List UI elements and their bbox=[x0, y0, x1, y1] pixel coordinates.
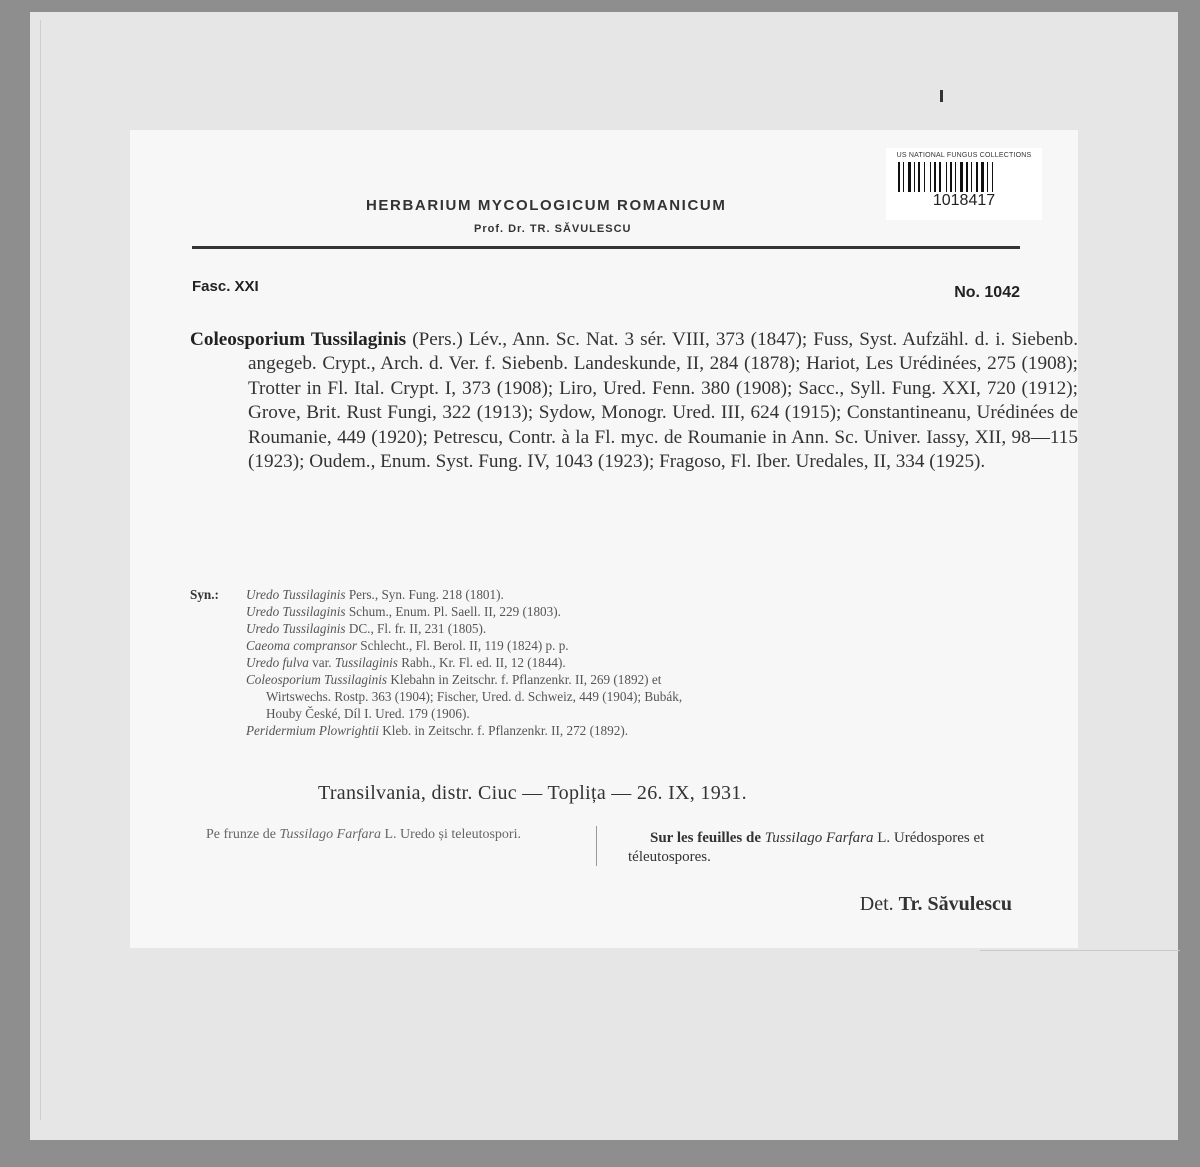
herbarium-editor: Prof. Dr. TR. SĂVULESCU bbox=[474, 223, 632, 235]
synonym-ref: Rabh., Kr. Fl. ed. II, 12 (1844). bbox=[401, 655, 566, 670]
determiner bbox=[860, 893, 1012, 916]
barcode-bar bbox=[924, 162, 925, 192]
packet-flap-line bbox=[980, 950, 1180, 951]
barcode-icon bbox=[898, 162, 1030, 192]
specimen-number: No. 1042 bbox=[954, 284, 1020, 301]
description-french bbox=[628, 829, 1020, 867]
barcode-bar bbox=[950, 162, 952, 192]
packet-fold-line bbox=[40, 20, 41, 1120]
synonym-continuation: Wirtswechs. Rostp. 363 (1904); Fischer, Ured. d. Schweiz, 449 (1904); Bubák, bbox=[266, 689, 683, 704]
barcode-label bbox=[886, 148, 1042, 220]
barcode-bar bbox=[955, 162, 956, 192]
synonym-entry bbox=[246, 604, 561, 621]
barcode-bar bbox=[930, 162, 931, 192]
synonym-name: Uredo Tussilaginis bbox=[246, 604, 346, 619]
synonym-name: Uredo Tussilaginis bbox=[246, 621, 346, 636]
barcode-number: 1018417 bbox=[932, 192, 996, 209]
synonym-ref: Kleb. in Zeitschr. f. Pflanzenkr. II, 272 (1892). bbox=[382, 723, 629, 738]
barcode-bar bbox=[903, 162, 904, 192]
host-name-ro: Tussilago Farfara bbox=[279, 827, 381, 842]
collection-locality: Transilvania, distr. Ciuc — Toplița — 26. IX, 1931. bbox=[318, 782, 747, 804]
barcode-bar bbox=[960, 162, 963, 192]
barcode-caption: US NATIONAL FUNGUS COLLECTIONS bbox=[896, 152, 1032, 159]
fascicle-number: Fasc. XXI bbox=[192, 278, 259, 295]
species-name: Coleosporium Tussilaginis bbox=[190, 329, 407, 350]
description-fr-after: L. Urédospores et téleutospores. bbox=[628, 830, 985, 865]
synonym-ref: DC., Fl. fr. II, 231 (1805). bbox=[348, 621, 487, 636]
barcode-bar bbox=[946, 162, 947, 192]
description-ro-after: L. Uredo și teleutospori. bbox=[384, 827, 521, 842]
header-rule bbox=[192, 246, 1020, 249]
barcode-bar bbox=[939, 162, 941, 192]
barcode-bar bbox=[981, 162, 984, 192]
synonym-label: Syn.: bbox=[190, 587, 219, 602]
synonym-entry bbox=[246, 723, 628, 740]
synonym-ref-mid: var. bbox=[312, 655, 332, 670]
synonym-ref: Schlecht., Fl. Berol. II, 119 (1824) p. p. bbox=[360, 638, 569, 653]
synonym-name: Uredo fulva bbox=[246, 655, 309, 670]
barcode-bar bbox=[934, 162, 936, 192]
synonym-ref: Pers., Syn. Fung. 218 (1801). bbox=[348, 587, 504, 602]
barcode-bar bbox=[971, 162, 972, 192]
synonym-entry bbox=[246, 621, 486, 638]
host-name-fr: Tussilago Farfara bbox=[764, 830, 874, 846]
species-citation: (Pers.) Lév., Ann. Sc. Nat. 3 sér. VIII, 373 (1847); Fuss, Syst. Aufzähl. d. i. Siebenb. angegeb. Crypt., Arch. d. Ver. f. Siebenb. Landeskunde, II, 284 (1878); Hariot, Les Urédinées, 275 (1908); Trotter in Fl. Ital. Crypt. I, 373 (1908); Liro, Ured. Fenn. 380 (1908); Sacc., Syll. Fung. XXI, 720 (1912); Grove, Brit. Rust Fungi, 322 (1913); Sydow, Monogr. Ured. III, 624 (1915); Constantineanu, Urédinées de Roumanie, 449 (1920); Petrescu, Contr. à la Fl. myc. de Roumanie in Ann. Sc. Univer. Iassy, XII, 98—115 (1923); Oudem., Enum. Syst. Fung. IV, 1043 (1923); Fragoso, Fl. Iber. Uredales, II, 334 (1925). bbox=[248, 329, 1078, 473]
barcode-bar bbox=[908, 162, 911, 192]
synonym-ref: Schum., Enum. Pl. Saell. II, 229 (1803). bbox=[348, 604, 561, 619]
barcode-bar bbox=[992, 162, 993, 192]
synonym-name: Caeoma compransor bbox=[246, 638, 357, 653]
barcode-bar bbox=[914, 162, 915, 192]
synonym-entry bbox=[246, 587, 504, 604]
synonym-ref: Klebahn in Zeitschr. f. Pflanzenkr. II, 269 (1892) et bbox=[390, 672, 662, 687]
barcode-bar bbox=[966, 162, 968, 192]
barcode-bar bbox=[898, 162, 900, 192]
description-ro-before: Pe frunze de bbox=[206, 827, 276, 842]
determiner-prefix: Det. bbox=[859, 893, 894, 915]
species-citation-block bbox=[190, 328, 1078, 474]
barcode-bar bbox=[976, 162, 978, 192]
synonym-continuation: Houby České, Díl I. Ured. 179 (1906). bbox=[266, 706, 470, 721]
synonym-name-variety: Tussilaginis bbox=[334, 655, 398, 670]
synonym-entry bbox=[246, 655, 566, 672]
synonym-name: Coleosporium Tussilaginis bbox=[246, 672, 388, 687]
barcode-bar bbox=[918, 162, 920, 192]
description-divider bbox=[596, 826, 597, 866]
determiner-name: Tr. Săvulescu bbox=[898, 893, 1012, 915]
description-romanian bbox=[184, 825, 576, 844]
synonym-entry bbox=[246, 638, 569, 655]
description-fr-before: Sur les feuilles de bbox=[650, 830, 761, 846]
pencil-mark bbox=[940, 90, 943, 102]
barcode-bar bbox=[987, 162, 988, 192]
synonym-entry bbox=[246, 672, 661, 689]
herbarium-title: HERBARIUM MYCOLOGICUM ROMANICUM bbox=[366, 197, 727, 214]
synonym-name: Uredo Tussilaginis bbox=[246, 587, 346, 602]
synonym-name: Peridermium Plowrightii bbox=[246, 723, 379, 738]
